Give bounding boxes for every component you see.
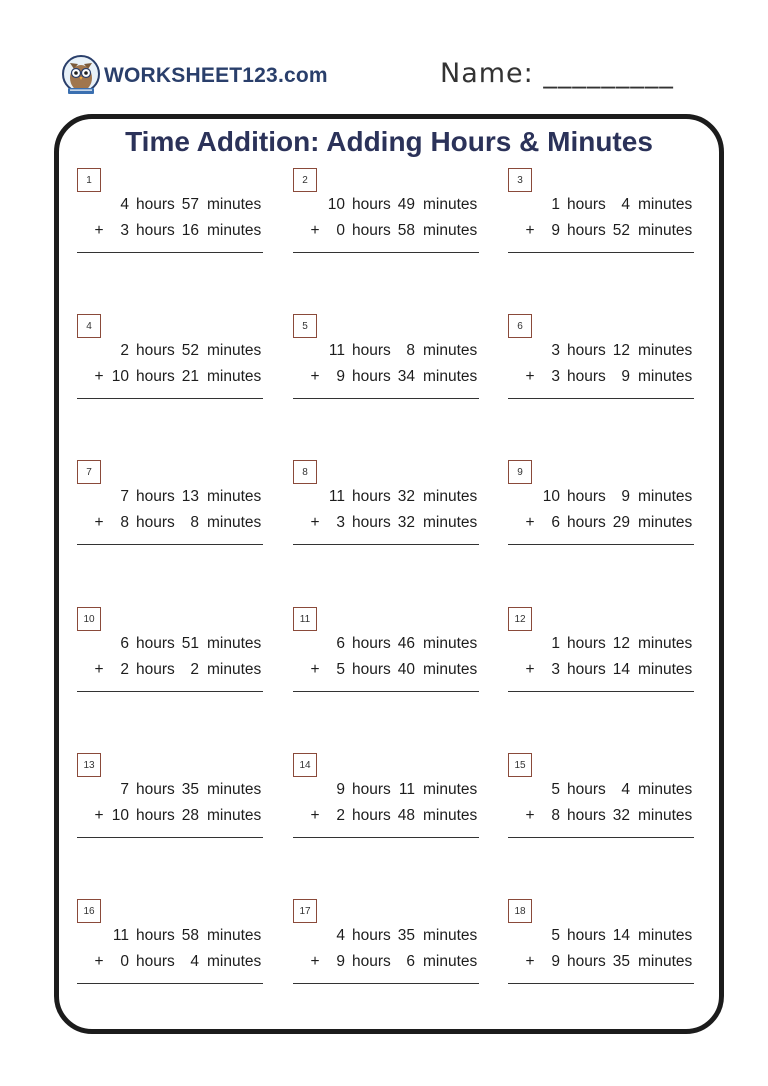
minutes-label: minutes <box>207 781 262 798</box>
problem-7 <box>77 460 265 580</box>
problem-number: 15 <box>508 753 532 777</box>
minutes-value: 51 <box>181 635 199 652</box>
addend-top <box>508 342 694 364</box>
plus-sign: + <box>94 222 104 239</box>
problem-11 <box>293 607 481 727</box>
hours-value: 7 <box>120 488 129 505</box>
minutes-value: 9 <box>621 368 630 385</box>
hours-label: hours <box>567 781 606 798</box>
answer-line <box>293 837 479 838</box>
minutes-label: minutes <box>207 807 262 824</box>
problem-1 <box>77 168 265 288</box>
hours-label: hours <box>136 927 175 944</box>
hours-value: 9 <box>336 368 345 385</box>
hours-value: 9 <box>551 953 560 970</box>
minutes-label: minutes <box>423 661 478 678</box>
brand-name: WORKSHEET123.com <box>104 64 328 87</box>
hours-value: 3 <box>551 661 560 678</box>
problem-number: 5 <box>293 314 317 338</box>
hours-label: hours <box>352 196 391 213</box>
hours-value: 5 <box>551 781 560 798</box>
plus-sign: + <box>525 514 535 531</box>
addend-bottom <box>293 953 479 975</box>
minutes-label: minutes <box>207 927 262 944</box>
problem-12 <box>508 607 696 727</box>
addend-top <box>77 635 263 657</box>
problem-9 <box>508 460 696 580</box>
hours-label: hours <box>352 807 391 824</box>
addend-bottom <box>508 514 694 536</box>
minutes-value: 4 <box>621 196 630 213</box>
addend-top <box>77 488 263 510</box>
addend-bottom <box>77 222 263 244</box>
addend-top <box>508 488 694 510</box>
minutes-value: 8 <box>406 342 415 359</box>
problem-number: 6 <box>508 314 532 338</box>
hours-value: 5 <box>336 661 345 678</box>
hours-label: hours <box>136 635 175 652</box>
problem-13 <box>77 753 265 873</box>
addend-top <box>77 927 263 949</box>
minutes-label: minutes <box>423 635 478 652</box>
minutes-label: minutes <box>638 635 693 652</box>
minutes-value: 34 <box>397 368 415 385</box>
minutes-label: minutes <box>207 953 262 970</box>
addend-bottom <box>77 807 263 829</box>
minutes-label: minutes <box>423 781 478 798</box>
plus-sign: + <box>310 222 320 239</box>
problem-number: 1 <box>77 168 101 192</box>
hours-value: 11 <box>112 927 129 944</box>
minutes-label: minutes <box>638 661 693 678</box>
minutes-label: minutes <box>638 488 693 505</box>
hours-label: hours <box>352 927 391 944</box>
minutes-label: minutes <box>207 222 262 239</box>
hours-value: 8 <box>551 807 560 824</box>
minutes-value: 12 <box>612 635 630 652</box>
hours-value: 1 <box>551 196 560 213</box>
hours-value: 8 <box>120 514 129 531</box>
plus-sign: + <box>94 514 104 531</box>
minutes-label: minutes <box>638 222 693 239</box>
hours-value: 10 <box>111 807 129 824</box>
addend-bottom <box>508 807 694 829</box>
worksheet-title: Time Addition: Adding Hours & Minutes <box>125 126 653 157</box>
answer-line <box>508 398 694 399</box>
hours-value: 9 <box>336 781 345 798</box>
minutes-value: 16 <box>181 222 199 239</box>
hours-value: 4 <box>336 927 345 944</box>
answer-line <box>77 544 263 545</box>
minutes-label: minutes <box>207 196 262 213</box>
problem-number: 14 <box>293 753 317 777</box>
minutes-value: 40 <box>397 661 415 678</box>
brand-logo[interactable] <box>62 54 328 98</box>
plus-sign: + <box>525 953 535 970</box>
answer-line <box>77 837 263 838</box>
hours-label: hours <box>567 953 606 970</box>
hours-value: 1 <box>551 635 560 652</box>
answer-line <box>77 691 263 692</box>
owl-icon <box>62 54 100 98</box>
minutes-value: 11 <box>398 781 415 798</box>
plus-sign: + <box>94 807 104 824</box>
hours-label: hours <box>352 635 391 652</box>
hours-label: hours <box>136 222 175 239</box>
addend-top <box>508 635 694 657</box>
problem-15 <box>508 753 696 873</box>
hours-value: 3 <box>551 368 560 385</box>
addend-top <box>508 781 694 803</box>
addend-top <box>508 927 694 949</box>
problem-number: 13 <box>77 753 101 777</box>
minutes-label: minutes <box>423 807 478 824</box>
hours-value: 3 <box>551 342 560 359</box>
hours-label: hours <box>136 342 175 359</box>
hours-value: 4 <box>120 196 129 213</box>
minutes-label: minutes <box>423 514 478 531</box>
minutes-value: 13 <box>181 488 199 505</box>
hours-value: 3 <box>336 514 345 531</box>
problem-number: 9 <box>508 460 532 484</box>
hours-label: hours <box>352 661 391 678</box>
addend-bottom <box>293 514 479 536</box>
minutes-label: minutes <box>207 488 262 505</box>
problem-17 <box>293 899 481 1019</box>
hours-label: hours <box>567 488 606 505</box>
hours-label: hours <box>567 807 606 824</box>
answer-line <box>508 837 694 838</box>
hours-value: 9 <box>551 222 560 239</box>
addend-bottom <box>508 661 694 683</box>
answer-line <box>508 252 694 253</box>
minutes-label: minutes <box>638 196 693 213</box>
answer-line <box>293 252 479 253</box>
answer-line <box>77 983 263 984</box>
minutes-value: 14 <box>612 661 630 678</box>
plus-sign: + <box>310 953 320 970</box>
addend-top <box>77 196 263 218</box>
problem-2 <box>293 168 481 288</box>
hours-label: hours <box>352 514 391 531</box>
problem-number: 10 <box>77 607 101 631</box>
hours-label: hours <box>136 368 175 385</box>
minutes-value: 2 <box>190 661 199 678</box>
hours-label: hours <box>567 514 606 531</box>
hours-label: hours <box>567 368 606 385</box>
problem-3 <box>508 168 696 288</box>
problem-18 <box>508 899 696 1019</box>
plus-sign: + <box>310 514 320 531</box>
minutes-label: minutes <box>638 342 693 359</box>
problem-10 <box>77 607 265 727</box>
minutes-label: minutes <box>638 953 693 970</box>
plus-sign: + <box>525 222 535 239</box>
problem-number: 4 <box>77 314 101 338</box>
hours-value: 6 <box>551 514 560 531</box>
minutes-value: 29 <box>612 514 630 531</box>
answer-line <box>77 398 263 399</box>
hours-label: hours <box>352 368 391 385</box>
minutes-value: 14 <box>612 927 630 944</box>
header <box>0 0 768 110</box>
hours-label: hours <box>136 781 175 798</box>
problem-5 <box>293 314 481 434</box>
problem-8 <box>293 460 481 580</box>
minutes-value: 35 <box>181 781 199 798</box>
hours-value: 11 <box>328 488 345 505</box>
hours-label: hours <box>136 807 175 824</box>
minutes-value: 28 <box>181 807 199 824</box>
problem-6 <box>508 314 696 434</box>
addend-top <box>77 342 263 364</box>
minutes-value: 32 <box>397 514 415 531</box>
minutes-value: 9 <box>621 488 630 505</box>
minutes-value: 58 <box>397 222 415 239</box>
minutes-label: minutes <box>423 953 478 970</box>
addend-top <box>508 196 694 218</box>
hours-label: hours <box>136 514 175 531</box>
addend-top <box>293 342 479 364</box>
minutes-value: 52 <box>612 222 630 239</box>
plus-sign: + <box>525 368 535 385</box>
addend-bottom <box>508 953 694 975</box>
hours-value: 5 <box>551 927 560 944</box>
addend-bottom <box>293 807 479 829</box>
hours-value: 10 <box>542 488 560 505</box>
problem-14 <box>293 753 481 873</box>
plus-sign: + <box>525 807 535 824</box>
hours-value: 9 <box>336 953 345 970</box>
addend-bottom <box>77 514 263 536</box>
problem-number: 2 <box>293 168 317 192</box>
problem-16 <box>77 899 265 1019</box>
minutes-value: 35 <box>397 927 415 944</box>
hours-label: hours <box>136 196 175 213</box>
minutes-label: minutes <box>207 635 262 652</box>
answer-line <box>508 983 694 984</box>
minutes-label: minutes <box>638 781 693 798</box>
hours-label: hours <box>352 222 391 239</box>
hours-value: 7 <box>120 781 129 798</box>
minutes-value: 32 <box>612 807 630 824</box>
plus-sign: + <box>94 661 104 678</box>
problem-number: 18 <box>508 899 532 923</box>
addend-top <box>293 196 479 218</box>
problem-number: 12 <box>508 607 532 631</box>
minutes-label: minutes <box>423 222 478 239</box>
problem-number: 3 <box>508 168 532 192</box>
hours-label: hours <box>352 953 391 970</box>
answer-line <box>293 398 479 399</box>
addend-bottom <box>77 368 263 390</box>
minutes-value: 32 <box>397 488 415 505</box>
hours-label: hours <box>567 196 606 213</box>
addend-top <box>293 635 479 657</box>
addend-top <box>293 781 479 803</box>
hours-label: hours <box>352 342 391 359</box>
minutes-label: minutes <box>638 927 693 944</box>
hours-value: 3 <box>120 222 129 239</box>
minutes-value: 4 <box>621 781 630 798</box>
hours-label: hours <box>136 488 175 505</box>
minutes-value: 46 <box>397 635 415 652</box>
minutes-value: 4 <box>190 953 199 970</box>
hours-value: 2 <box>120 661 129 678</box>
hours-label: hours <box>567 342 606 359</box>
minutes-value: 8 <box>190 514 199 531</box>
addend-bottom <box>77 661 263 683</box>
minutes-label: minutes <box>207 342 262 359</box>
minutes-label: minutes <box>423 196 478 213</box>
addend-top <box>293 488 479 510</box>
addend-top <box>77 781 263 803</box>
answer-line <box>508 544 694 545</box>
addend-bottom <box>293 661 479 683</box>
minutes-label: minutes <box>423 368 478 385</box>
answer-line <box>508 691 694 692</box>
hours-value: 2 <box>120 342 129 359</box>
hours-label: hours <box>567 222 606 239</box>
minutes-label: minutes <box>423 488 478 505</box>
problem-number: 8 <box>293 460 317 484</box>
minutes-label: minutes <box>638 807 693 824</box>
hours-value: 6 <box>336 635 345 652</box>
minutes-value: 35 <box>612 953 630 970</box>
hours-value: 0 <box>336 222 345 239</box>
plus-sign: + <box>94 368 104 385</box>
plus-sign: + <box>94 953 104 970</box>
minutes-value: 49 <box>397 196 415 213</box>
hours-label: hours <box>567 661 606 678</box>
hours-label: hours <box>136 953 175 970</box>
addend-bottom <box>293 222 479 244</box>
addend-bottom <box>508 222 694 244</box>
answer-line <box>77 252 263 253</box>
minutes-value: 58 <box>181 927 199 944</box>
minutes-label: minutes <box>423 927 478 944</box>
problem-number: 17 <box>293 899 317 923</box>
addend-bottom <box>293 368 479 390</box>
hours-value: 10 <box>327 196 345 213</box>
minutes-label: minutes <box>423 342 478 359</box>
problem-4 <box>77 314 265 434</box>
hours-label: hours <box>352 488 391 505</box>
addend-top <box>293 927 479 949</box>
minutes-label: minutes <box>638 514 693 531</box>
plus-sign: + <box>525 661 535 678</box>
answer-line <box>293 544 479 545</box>
problem-number: 11 <box>293 607 317 631</box>
minutes-label: minutes <box>207 661 262 678</box>
minutes-value: 21 <box>181 368 199 385</box>
minutes-value: 6 <box>406 953 415 970</box>
hours-value: 6 <box>120 635 129 652</box>
minutes-label: minutes <box>638 368 693 385</box>
minutes-label: minutes <box>207 368 262 385</box>
hours-label: hours <box>567 927 606 944</box>
hours-value: 2 <box>336 807 345 824</box>
plus-sign: + <box>310 807 320 824</box>
hours-value: 10 <box>111 368 129 385</box>
name-field-label: Name: _________ <box>440 58 674 89</box>
hours-value: 0 <box>120 953 129 970</box>
minutes-value: 48 <box>397 807 415 824</box>
hours-label: hours <box>352 781 391 798</box>
addend-bottom <box>508 368 694 390</box>
hours-value: 11 <box>328 342 345 359</box>
minutes-label: minutes <box>207 514 262 531</box>
minutes-value: 57 <box>181 196 199 213</box>
minutes-value: 12 <box>612 342 630 359</box>
minutes-value: 52 <box>181 342 199 359</box>
answer-line <box>293 691 479 692</box>
hours-label: hours <box>136 661 175 678</box>
plus-sign: + <box>310 368 320 385</box>
problem-number: 7 <box>77 460 101 484</box>
addend-bottom <box>77 953 263 975</box>
plus-sign: + <box>310 661 320 678</box>
hours-label: hours <box>567 635 606 652</box>
answer-line <box>293 983 479 984</box>
problem-number: 16 <box>77 899 101 923</box>
